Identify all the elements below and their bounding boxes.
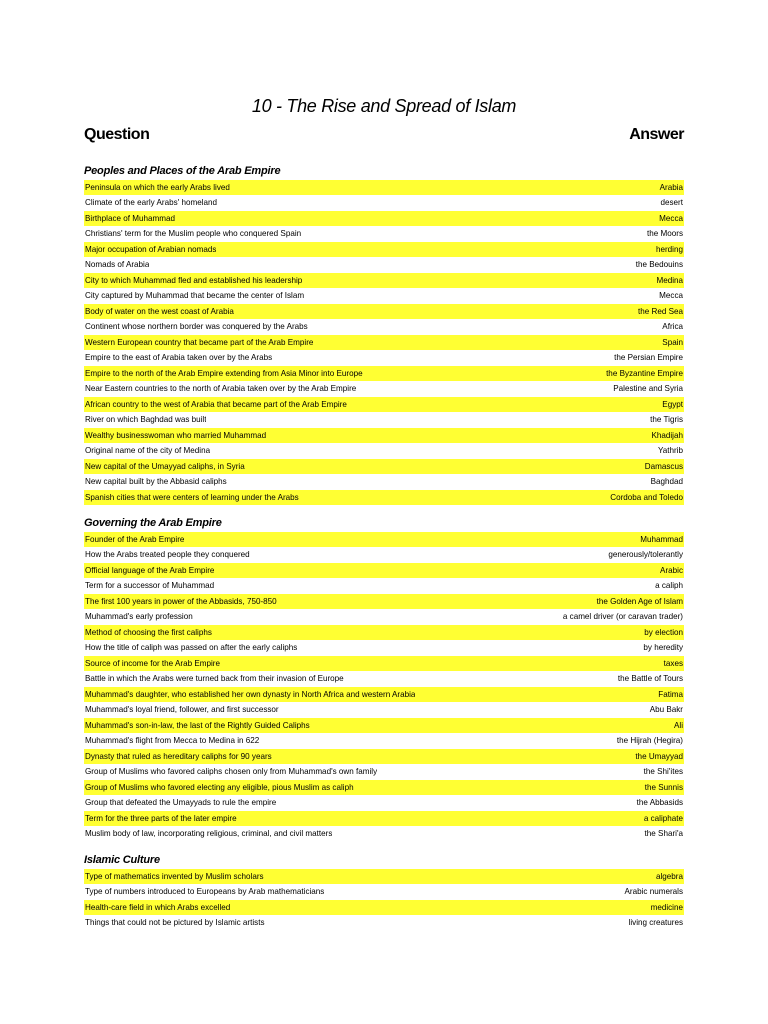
- answer-cell: the Battle of Tours: [617, 674, 683, 683]
- answer-cell: Spain: [662, 337, 683, 347]
- answer-cell: Palestine and Syria: [613, 384, 683, 393]
- question-cell: Method of choosing the first caliphs: [85, 627, 212, 637]
- table-row: [84, 656, 684, 672]
- table-row: [84, 475, 684, 491]
- table-row: [84, 397, 684, 413]
- table-row: [84, 594, 684, 610]
- answer-cell: Africa: [662, 322, 683, 331]
- table-row: [84, 196, 684, 212]
- question-cell: Type of numbers introduced to Europeans by Arab mathematicians: [85, 887, 325, 896]
- answer-cell: living creatures: [628, 918, 683, 927]
- question-cell: Group of Muslims who favored electing any eligible, pious Muslim as caliph: [85, 782, 354, 792]
- answer-cell: Arabic: [660, 565, 683, 575]
- table-row: [84, 703, 684, 719]
- answer-cell: a caliphate: [643, 813, 683, 823]
- question-cell: Muslim body of law, incorporating religious, criminal, and civil matters: [85, 829, 333, 838]
- question-cell: City captured by Muhammad that became the center of Islam: [85, 291, 305, 300]
- question-cell: Term for the three parts of the later empire: [85, 813, 237, 823]
- answer-cell: Baghdad: [650, 477, 683, 486]
- question-cell: Group of Muslims who favored caliphs chosen only from Muhammad's own family: [85, 767, 378, 776]
- answer-cell: the Golden Age of Islam: [596, 596, 683, 606]
- question-cell: Things that could not be pictured by Islamic artists: [85, 918, 265, 927]
- question-cell: Original name of the city of Medina: [85, 446, 211, 455]
- answer-cell: Yathrib: [657, 446, 683, 455]
- question-cell: Empire to the north of the Arab Empire extending from Asia Minor into Europe: [85, 368, 363, 378]
- answer-cell: the Umayyad: [635, 751, 683, 761]
- question-cell: Near Eastern countries to the north of Arabia taken over by the Arab Empire: [85, 384, 357, 393]
- answer-cell: Cordoba and Toledo: [610, 492, 683, 502]
- answer-cell: the Bedouins: [635, 260, 683, 269]
- answer-cell: Ali: [674, 720, 683, 730]
- answer-cell: the Shi'ites: [643, 767, 683, 776]
- table-row: [84, 227, 684, 243]
- table-row: [84, 180, 684, 196]
- question-cell: Type of mathematics invented by Muslim scholars: [85, 871, 264, 881]
- question-cell: Official language of the Arab Empire: [85, 565, 215, 575]
- table-row: [84, 885, 684, 901]
- question-cell: Dynasty that ruled as hereditary caliphs for 90 years: [85, 751, 272, 761]
- question-cell: Muhammad's daughter, who established her own dynasty in North Africa and western Arabia: [85, 689, 416, 699]
- section-title: Islamic Culture: [84, 854, 160, 866]
- table-row: [84, 672, 684, 688]
- question-cell: How the Arabs treated people they conquered: [85, 550, 250, 559]
- table-row: [84, 687, 684, 703]
- answer-cell: the Byzantine Empire: [606, 368, 683, 378]
- question-cell: Source of income for the Arab Empire: [85, 658, 220, 668]
- table-row: [84, 625, 684, 641]
- question-cell: Spanish cities that were centers of learning under the Arabs: [85, 492, 299, 502]
- table-row: [84, 869, 684, 885]
- table-row: [84, 734, 684, 750]
- table-row: [84, 641, 684, 657]
- table-row: [84, 765, 684, 781]
- question-cell: Health-care field in which Arabs excelled: [85, 902, 231, 912]
- question-cell: Body of water on the west coast of Arabia: [85, 306, 234, 316]
- answer-cell: Mecca: [659, 213, 683, 223]
- question-cell: Birthplace of Muhammad: [85, 213, 175, 223]
- table-row: [84, 459, 684, 475]
- section-title: Peoples and Places of the Arab Empire: [84, 165, 281, 177]
- table-row: [84, 289, 684, 305]
- table-row: [84, 827, 684, 843]
- answer-cell: Muhammad: [640, 534, 683, 544]
- answer-cell: Mecca: [659, 291, 683, 300]
- question-cell: Peninsula on which the early Arabs lived: [85, 182, 230, 192]
- table-row: [84, 579, 684, 595]
- answer-cell: the Tigris: [650, 415, 683, 424]
- section-peoples-places: [84, 163, 684, 506]
- table-row: [84, 242, 684, 258]
- answer-cell: by election: [644, 627, 683, 637]
- table-row: [84, 610, 684, 626]
- section-governing: [84, 515, 684, 842]
- table-row: [84, 548, 684, 564]
- answer-cell: generously/tolerantly: [608, 550, 683, 559]
- table-row: [84, 900, 684, 916]
- answer-cell: the Hijrah (Hegira): [616, 736, 683, 745]
- question-cell: Western European country that became part of the Arab Empire: [85, 337, 314, 347]
- answer-cell: herding: [655, 244, 683, 254]
- question-cell: Christians' term for the Muslim people who conquered Spain: [85, 229, 302, 238]
- answer-cell: a caliph: [655, 581, 683, 590]
- question-cell: Continent whose northern border was conquered by the Arabs: [85, 322, 308, 331]
- answer-cell: taxes: [663, 658, 683, 668]
- table-row: [84, 413, 684, 429]
- table-row: [84, 444, 684, 460]
- answer-cell: the Moors: [647, 229, 683, 238]
- table-row: [84, 563, 684, 579]
- answer-cell: the Abbasids: [636, 798, 683, 807]
- table-row: [84, 320, 684, 336]
- table-row: [84, 718, 684, 734]
- question-column-header: Question: [84, 126, 150, 143]
- question-cell: Term for a successor of Muhammad: [85, 581, 215, 590]
- table-row: [84, 211, 684, 227]
- question-cell: Nomads of Arabia: [85, 260, 150, 269]
- table-row: [84, 258, 684, 274]
- question-cell: Founder of the Arab Empire: [85, 534, 185, 544]
- table-row: [84, 382, 684, 398]
- section-islamic-culture: [84, 852, 684, 931]
- answer-cell: Abu Bakr: [649, 705, 683, 714]
- answer-cell: medicine: [650, 902, 683, 912]
- question-cell: New capital of the Umayyad caliphs, in Syria: [85, 461, 245, 471]
- table-row: [84, 335, 684, 351]
- question-cell: Group that defeated the Umayyads to rule the empire: [85, 798, 277, 807]
- question-cell: Muhammad's son-in-law, the last of the Rightly Guided Caliphs: [85, 720, 310, 730]
- table-row: [84, 273, 684, 289]
- table-row: [84, 351, 684, 367]
- table-row: [84, 780, 684, 796]
- question-cell: Muhammad's flight from Mecca to Medina in 622: [85, 736, 260, 745]
- answer-cell: algebra: [655, 871, 683, 881]
- answer-cell: Arabic numerals: [624, 887, 683, 896]
- answer-cell: Fatima: [658, 689, 683, 699]
- question-cell: Major occupation of Arabian nomads: [85, 244, 217, 254]
- table-row: [84, 916, 684, 932]
- answer-cell: the Shari'a: [644, 829, 683, 838]
- table-row: [84, 304, 684, 320]
- answer-cell: Khadijah: [651, 430, 683, 440]
- answer-cell: Damascus: [644, 461, 683, 471]
- table-row: [84, 366, 684, 382]
- answer-cell: Arabia: [659, 182, 683, 192]
- answer-cell: the Persian Empire: [614, 353, 683, 362]
- question-cell: Battle in which the Arabs were turned back from their invasion of Europe: [85, 674, 344, 683]
- answer-cell: Medina: [656, 275, 683, 285]
- answer-cell: desert: [660, 198, 683, 207]
- table-row: [84, 811, 684, 827]
- answer-cell: Egypt: [662, 399, 683, 409]
- question-cell: Climate of the early Arabs' homeland: [85, 198, 218, 207]
- answer-cell: the Sunnis: [644, 782, 683, 792]
- question-cell: Muhammad's loyal friend, follower, and first successor: [85, 705, 279, 714]
- table-row: [84, 428, 684, 444]
- question-cell: The first 100 years in power of the Abbasids, 750-850: [85, 596, 277, 606]
- question-cell: Wealthy businesswoman who married Muhammad: [85, 430, 267, 440]
- table-row: [84, 796, 684, 812]
- page-title: 10 - The Rise and Spread of Islam: [251, 96, 517, 116]
- answer-column-header: Answer: [629, 126, 684, 143]
- question-cell: City to which Muhammad fled and established his leadership: [85, 275, 303, 285]
- table-row: [84, 532, 684, 548]
- answer-cell: a camel driver (or caravan trader): [562, 612, 683, 621]
- table-row: [84, 749, 684, 765]
- question-cell: How the title of caliph was passed on after the early caliphs: [85, 643, 298, 652]
- question-cell: River on which Baghdad was built: [85, 415, 207, 424]
- answer-cell: the Red Sea: [638, 306, 683, 316]
- question-cell: African country to the west of Arabia that became part of the Arab Empire: [85, 399, 347, 409]
- answer-cell: by heredity: [643, 643, 683, 652]
- question-cell: Empire to the east of Arabia taken over by the Arabs: [85, 353, 273, 362]
- section-title: Governing the Arab Empire: [84, 517, 222, 529]
- question-cell: Muhammad's early profession: [85, 612, 193, 621]
- table-row: [84, 490, 684, 506]
- question-cell: New capital built by the Abbasid caliphs: [85, 477, 227, 486]
